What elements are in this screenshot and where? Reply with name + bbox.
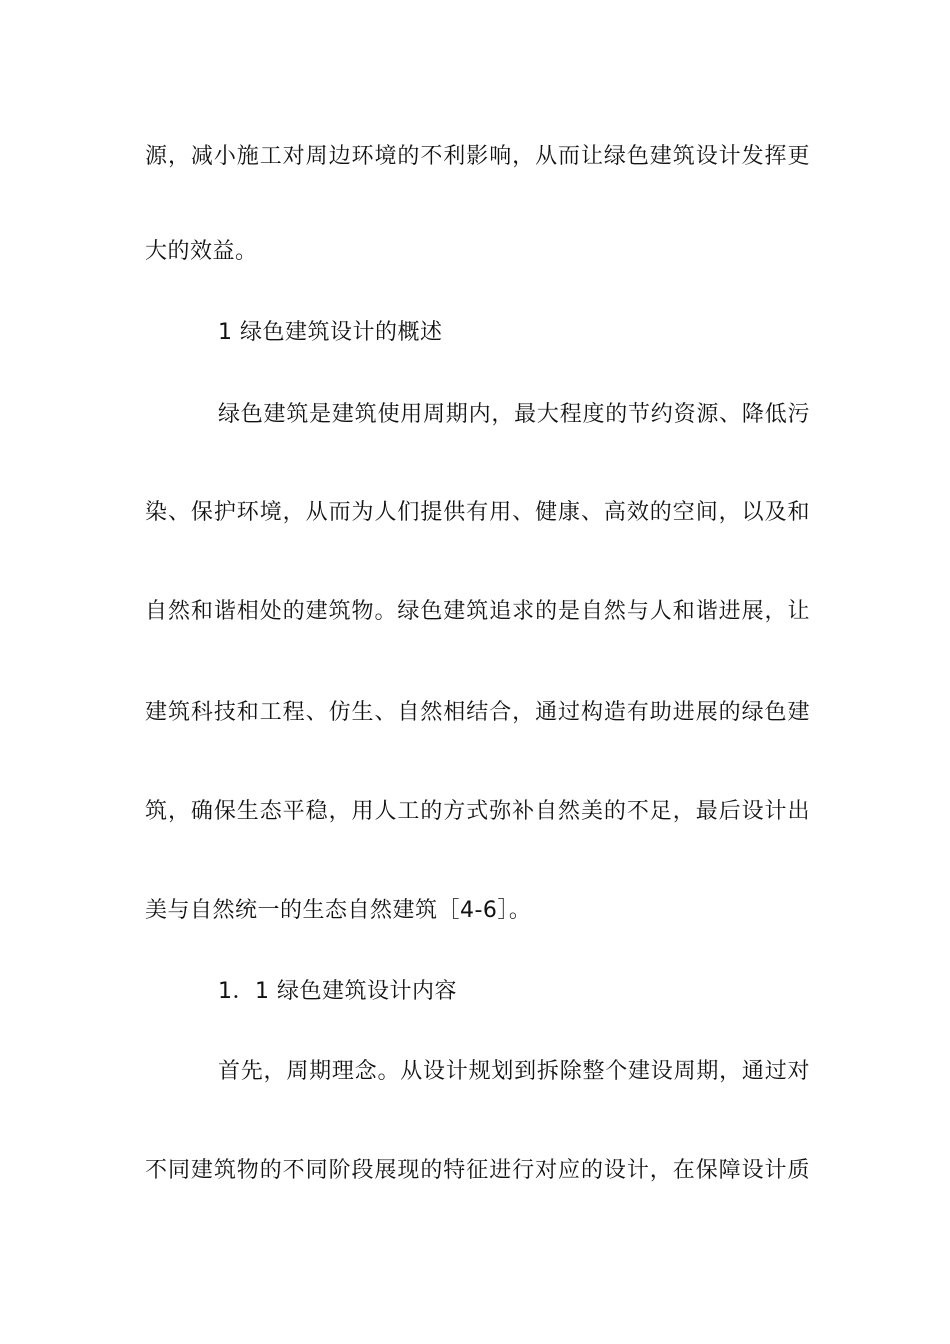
paragraph-line: 源，减小施工对周边环境的不利影响，从而让绿色建筑设计发挥更 [145, 144, 810, 169]
paragraph-line: 自然和谐相处的建筑物。绿色建筑追求的是自然与人和谐进展，让 [145, 599, 810, 624]
paragraph-line: 大的效益。 [145, 239, 258, 264]
paragraph-line: 建筑科技和工程、仿生、自然相结合，通过构造有助进展的绿色建 [145, 700, 810, 725]
paragraph-line: 首先，周期理念。从设计规划到拆除整个建设周期，通过对 [218, 1059, 810, 1084]
subsection-heading: 1．1 绿色建筑设计内容 [218, 979, 457, 1004]
paragraph-line: 不同建筑物的不同阶段展现的特征进行对应的设计，在保障设计质 [145, 1158, 810, 1183]
paragraph-line: 绿色建筑是建筑使用周期内，最大程度的节约资源、降低污 [218, 402, 810, 427]
paragraph-line: 筑，确保生态平稳，用人工的方式弥补自然美的不足，最后设计出 [145, 799, 810, 824]
paragraph-line: 染、保护环境，从而为人们提供有用、健康、高效的空间，以及和 [145, 500, 810, 525]
section-heading: 1 绿色建筑设计的概述 [218, 320, 443, 345]
paragraph-line: 美与自然统一的生态自然建筑［4-6］。 [145, 898, 532, 923]
